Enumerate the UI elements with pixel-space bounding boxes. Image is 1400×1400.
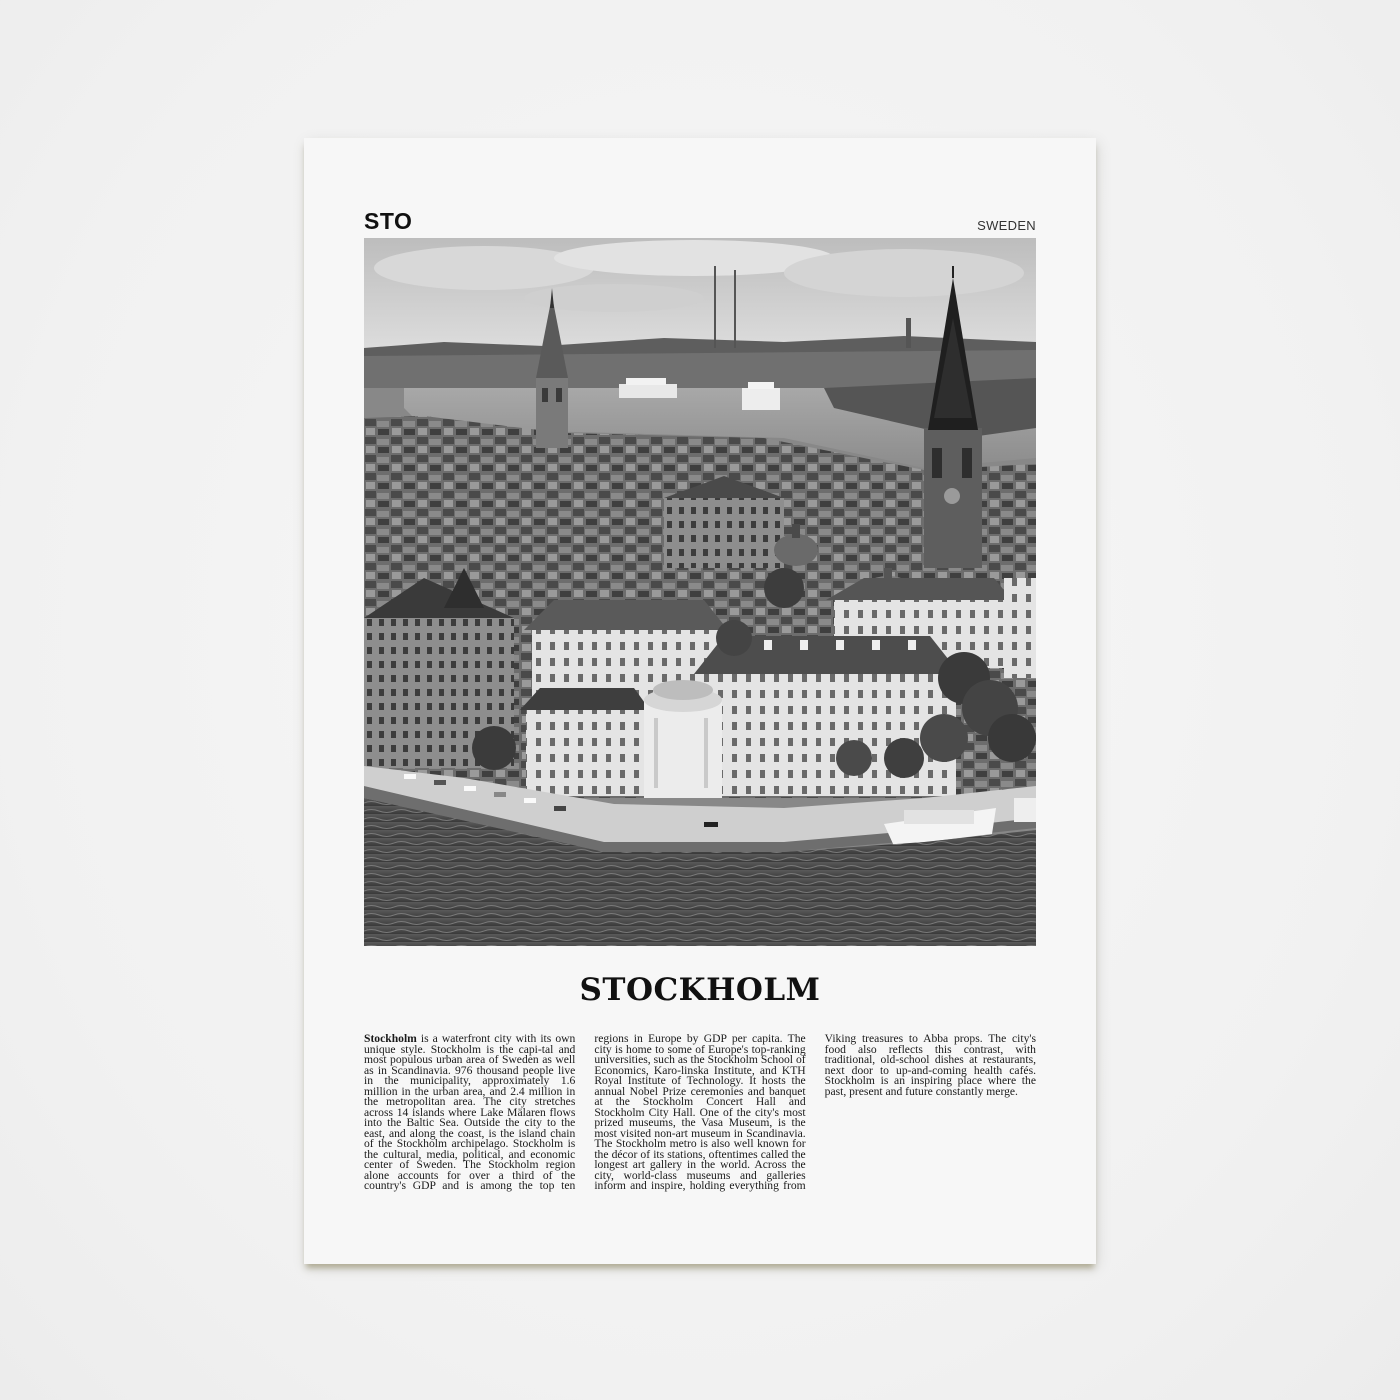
- city-title: STOCKHOLM: [579, 972, 821, 1008]
- description-lead: Stockholm: [364, 1032, 417, 1045]
- city-description: [364, 1034, 1036, 1194]
- country-label: SWEDEN: [977, 218, 1036, 233]
- description-body: is a waterfront city with its own unique style. Stockholm is the capi-tal and most populous urban area of Sweden as well as in Scandinavia. 976 thousand people live in the municipality, approximately 1.6 million in the urban area, and 2.4 million in the metropolitan area. The city stretches across 14 islands where Lake Mälaren flows into the Baltic Sea. Outside the city to the east, and along the coast, is the island chain of the Stockholm archipelago. Stockholm is the cultural, media, political, and economic center of Sweden. The Stockholm region alone accounts for over a third of the country's GDP and is among the top ten regions in Europe by GDP per capita. The city is home to some of Europe's top-ranking universities, such as the Stockholm School of Economics, Karo-linska Institute, and KTH Royal Institute of Technology. It hosts the annual Nobel Prize ceremonies and banquet at the Stockholm Concert Hall and Stockholm City Hall. One of the city's most prized museums, the Vasa Museum, is the most visited non-art museum in Scandinavia. The Stockholm metro is also well known for the décor of its stations, oftentimes called the longest art gallery in the world. Across the city, world-class museums and galleries inform and inspire, holding everything from Viking treasures to Abba props. The city's food also reflects this contrast, with traditional, old-school dishes at restaurants, next door to up-and-coming health cafés. Stockholm is an inspiring place where the past, present and future constantly merge.: [364, 1032, 1036, 1192]
- poster: [304, 138, 1096, 1264]
- city-photo: [364, 238, 1036, 946]
- stockholm-aerial-photo: [364, 238, 1036, 946]
- city-code: STO: [364, 208, 413, 234]
